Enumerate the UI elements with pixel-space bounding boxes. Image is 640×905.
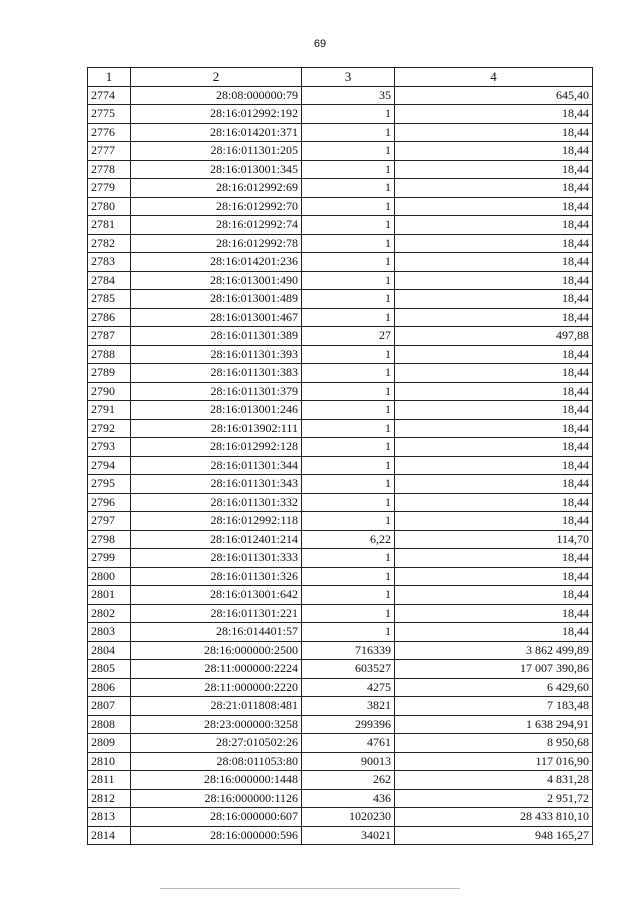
quantity-cell: 1 [302, 123, 395, 142]
quantity-cell: 1 [302, 382, 395, 401]
amount-cell: 18,44 [395, 567, 593, 586]
amount-cell: 18,44 [395, 493, 593, 512]
table-row [88, 475, 593, 494]
cadastral-number-cell: 28:16:011301:343 [131, 475, 302, 494]
row-number-cell: 2780 [88, 197, 131, 216]
row-number-cell: 2803 [88, 623, 131, 642]
row-number-cell: 2799 [88, 549, 131, 568]
quantity-cell: 262 [302, 771, 395, 790]
row-number-cell: 2810 [88, 752, 131, 771]
quantity-cell: 27 [302, 327, 395, 346]
cadastral-number-cell: 28:16:012992:78 [131, 234, 302, 253]
quantity-cell: 1 [302, 234, 395, 253]
row-number-cell: 2779 [88, 179, 131, 198]
table-row [88, 808, 593, 827]
amount-cell: 28 433 810,10 [395, 808, 593, 827]
quantity-cell: 1 [302, 493, 395, 512]
row-number-cell: 2801 [88, 586, 131, 605]
amount-cell: 4 831,28 [395, 771, 593, 790]
amount-cell: 18,44 [395, 216, 593, 235]
amount-cell: 1 638 294,91 [395, 715, 593, 734]
table-row [88, 179, 593, 198]
quantity-cell: 1 [302, 308, 395, 327]
table-row [88, 253, 593, 272]
table-row [88, 715, 593, 734]
cadastral-number-cell: 28:16:012992:128 [131, 438, 302, 457]
column-header-4: 4 [395, 68, 593, 87]
row-number-cell: 2775 [88, 105, 131, 124]
table-row [88, 734, 593, 753]
quantity-cell: 1 [302, 512, 395, 531]
quantity-cell: 3821 [302, 697, 395, 716]
amount-cell: 18,44 [395, 586, 593, 605]
cadastral-number-cell: 28:16:012992:192 [131, 105, 302, 124]
table-row [88, 623, 593, 642]
amount-cell: 18,44 [395, 123, 593, 142]
row-number-cell: 2774 [88, 86, 131, 105]
quantity-cell: 1 [302, 604, 395, 623]
amount-cell: 497,88 [395, 327, 593, 346]
amount-cell: 114,70 [395, 530, 593, 549]
row-number-cell: 2812 [88, 789, 131, 808]
quantity-cell: 1020230 [302, 808, 395, 827]
cadastral-number-cell: 28:08:000000:79 [131, 86, 302, 105]
row-number-cell: 2814 [88, 826, 131, 845]
quantity-cell: 1 [302, 549, 395, 568]
table-row [88, 660, 593, 679]
cadastral-number-cell: 28:11:000000:2220 [131, 678, 302, 697]
table-row [88, 142, 593, 161]
quantity-cell: 1 [302, 216, 395, 235]
table-row [88, 493, 593, 512]
quantity-cell: 1 [302, 345, 395, 364]
cadastral-number-cell: 28:16:011301:221 [131, 604, 302, 623]
table-row [88, 567, 593, 586]
cadastral-number-cell: 28:16:013001:642 [131, 586, 302, 605]
table-row [88, 419, 593, 438]
row-number-cell: 2786 [88, 308, 131, 327]
quantity-cell: 1 [302, 253, 395, 272]
cadastral-number-cell: 28:16:000000:596 [131, 826, 302, 845]
table-row [88, 105, 593, 124]
amount-cell: 18,44 [395, 308, 593, 327]
amount-cell: 117 016,90 [395, 752, 593, 771]
row-number-cell: 2790 [88, 382, 131, 401]
row-number-cell: 2807 [88, 697, 131, 716]
table-row [88, 123, 593, 142]
row-number-cell: 2788 [88, 345, 131, 364]
quantity-cell: 603527 [302, 660, 395, 679]
row-number-cell: 2811 [88, 771, 131, 790]
table-row [88, 327, 593, 346]
amount-cell: 645,40 [395, 86, 593, 105]
quantity-cell: 1 [302, 271, 395, 290]
quantity-cell: 90013 [302, 752, 395, 771]
cadastral-number-cell: 28:16:011301:332 [131, 493, 302, 512]
amount-cell: 18,44 [395, 549, 593, 568]
row-number-cell: 2806 [88, 678, 131, 697]
row-number-cell: 2798 [88, 530, 131, 549]
cadastral-number-cell: 28:16:014201:371 [131, 123, 302, 142]
page-number: 69 [313, 38, 327, 50]
quantity-cell: 1 [302, 364, 395, 383]
amount-cell: 2 951,72 [395, 789, 593, 808]
amount-cell: 18,44 [395, 290, 593, 309]
table-row [88, 789, 593, 808]
quantity-cell: 1 [302, 456, 395, 475]
table-row [88, 160, 593, 179]
table-row [88, 271, 593, 290]
quantity-cell: 34021 [302, 826, 395, 845]
amount-cell: 18,44 [395, 475, 593, 494]
row-number-cell: 2808 [88, 715, 131, 734]
column-header-1: 1 [88, 68, 131, 87]
quantity-cell: 1 [302, 438, 395, 457]
table-row [88, 604, 593, 623]
cadastral-number-cell: 28:16:012992:74 [131, 216, 302, 235]
quantity-cell: 1 [302, 105, 395, 124]
quantity-cell: 1 [302, 419, 395, 438]
quantity-cell: 35 [302, 86, 395, 105]
row-number-cell: 2794 [88, 456, 131, 475]
row-number-cell: 2797 [88, 512, 131, 531]
amount-cell: 18,44 [395, 271, 593, 290]
amount-cell: 18,44 [395, 105, 593, 124]
row-number-cell: 2805 [88, 660, 131, 679]
table-row [88, 641, 593, 660]
amount-cell: 948 165,27 [395, 826, 593, 845]
cadastral-number-cell: 28:16:000000:607 [131, 808, 302, 827]
cadastral-number-cell: 28:16:013001:489 [131, 290, 302, 309]
footer-rule [160, 888, 460, 889]
row-number-cell: 2787 [88, 327, 131, 346]
row-number-cell: 2804 [88, 641, 131, 660]
cadastral-number-cell: 28:16:011301:344 [131, 456, 302, 475]
quantity-cell: 1 [302, 567, 395, 586]
cadastral-number-cell: 28:16:011301:383 [131, 364, 302, 383]
amount-cell: 18,44 [395, 456, 593, 475]
cadastral-number-cell: 28:11:000000:2224 [131, 660, 302, 679]
row-number-cell: 2789 [88, 364, 131, 383]
table-row [88, 364, 593, 383]
table-row [88, 438, 593, 457]
cadastral-number-cell: 28:16:014401:57 [131, 623, 302, 642]
row-number-cell: 2791 [88, 401, 131, 420]
cadastral-number-cell: 28:16:013001:490 [131, 271, 302, 290]
table-row [88, 512, 593, 531]
quantity-cell: 1 [302, 475, 395, 494]
amount-cell: 8 950,68 [395, 734, 593, 753]
row-number-cell: 2795 [88, 475, 131, 494]
cadastral-number-cell: 28:16:011301:333 [131, 549, 302, 568]
cadastral-number-cell: 28:16:013001:345 [131, 160, 302, 179]
quantity-cell: 1 [302, 160, 395, 179]
cadastral-number-cell: 28:16:000000:1126 [131, 789, 302, 808]
cadastral-number-cell: 28:16:011301:326 [131, 567, 302, 586]
amount-cell: 18,44 [395, 160, 593, 179]
cadastral-number-cell: 28:27:010502:26 [131, 734, 302, 753]
row-number-cell: 2809 [88, 734, 131, 753]
quantity-cell: 1 [302, 179, 395, 198]
table-row [88, 290, 593, 309]
table-row [88, 530, 593, 549]
quantity-cell: 4275 [302, 678, 395, 697]
row-number-cell: 2802 [88, 604, 131, 623]
cadastral-number-cell: 28:16:014201:236 [131, 253, 302, 272]
cadastral-number-cell: 28:16:012992:70 [131, 197, 302, 216]
table-row [88, 86, 593, 105]
amount-cell: 18,44 [395, 364, 593, 383]
amount-cell: 18,44 [395, 604, 593, 623]
amount-cell: 18,44 [395, 179, 593, 198]
row-number-cell: 2782 [88, 234, 131, 253]
amount-cell: 18,44 [395, 197, 593, 216]
amount-cell: 18,44 [395, 512, 593, 531]
amount-cell: 18,44 [395, 345, 593, 364]
cadastral-number-cell: 28:16:000000:2500 [131, 641, 302, 660]
cadastral-number-cell: 28:16:011301:379 [131, 382, 302, 401]
amount-cell: 17 007 390,86 [395, 660, 593, 679]
amount-cell: 18,44 [395, 401, 593, 420]
register-table [87, 67, 593, 845]
cadastral-number-cell: 28:16:011301:205 [131, 142, 302, 161]
row-number-cell: 2783 [88, 253, 131, 272]
table-row [88, 308, 593, 327]
quantity-cell: 1 [302, 197, 395, 216]
row-number-cell: 2785 [88, 290, 131, 309]
quantity-cell: 6,22 [302, 530, 395, 549]
column-header-2: 2 [131, 68, 302, 87]
quantity-cell: 436 [302, 789, 395, 808]
table-row [88, 771, 593, 790]
row-number-cell: 2813 [88, 808, 131, 827]
table-row [88, 678, 593, 697]
amount-cell: 18,44 [395, 142, 593, 161]
cadastral-number-cell: 28:16:012992:118 [131, 512, 302, 531]
table-row [88, 234, 593, 253]
table-row [88, 586, 593, 605]
table-body [88, 86, 593, 845]
amount-cell: 18,44 [395, 253, 593, 272]
cadastral-number-cell: 28:16:011301:393 [131, 345, 302, 364]
row-number-cell: 2800 [88, 567, 131, 586]
table-row [88, 826, 593, 845]
table-row [88, 549, 593, 568]
table-row [88, 456, 593, 475]
quantity-cell: 1 [302, 623, 395, 642]
row-number-cell: 2793 [88, 438, 131, 457]
amount-cell: 18,44 [395, 438, 593, 457]
amount-cell: 6 429,60 [395, 678, 593, 697]
amount-cell: 3 862 499,89 [395, 641, 593, 660]
table-row [88, 697, 593, 716]
quantity-cell: 1 [302, 586, 395, 605]
row-number-cell: 2792 [88, 419, 131, 438]
amount-cell: 18,44 [395, 234, 593, 253]
row-number-cell: 2776 [88, 123, 131, 142]
table-row [88, 382, 593, 401]
table-header-row [88, 68, 593, 87]
table-row [88, 345, 593, 364]
row-number-cell: 2781 [88, 216, 131, 235]
cadastral-number-cell: 28:16:013001:246 [131, 401, 302, 420]
amount-cell: 7 183,48 [395, 697, 593, 716]
cadastral-number-cell: 28:08:011053:80 [131, 752, 302, 771]
cadastral-number-cell: 28:16:013001:467 [131, 308, 302, 327]
quantity-cell: 4761 [302, 734, 395, 753]
cadastral-number-cell: 28:16:012992:69 [131, 179, 302, 198]
quantity-cell: 1 [302, 401, 395, 420]
row-number-cell: 2796 [88, 493, 131, 512]
table-row [88, 197, 593, 216]
column-header-3: 3 [302, 68, 395, 87]
quantity-cell: 299396 [302, 715, 395, 734]
cadastral-number-cell: 28:16:000000:1448 [131, 771, 302, 790]
row-number-cell: 2777 [88, 142, 131, 161]
amount-cell: 18,44 [395, 382, 593, 401]
cadastral-number-cell: 28:23:000000:3258 [131, 715, 302, 734]
row-number-cell: 2784 [88, 271, 131, 290]
table-row [88, 752, 593, 771]
quantity-cell: 1 [302, 290, 395, 309]
amount-cell: 18,44 [395, 419, 593, 438]
table-row [88, 401, 593, 420]
cadastral-number-cell: 28:16:011301:389 [131, 327, 302, 346]
cadastral-number-cell: 28:21:011808:481 [131, 697, 302, 716]
cadastral-number-cell: 28:16:012401:214 [131, 530, 302, 549]
cadastral-number-cell: 28:16:013902:111 [131, 419, 302, 438]
amount-cell: 18,44 [395, 623, 593, 642]
row-number-cell: 2778 [88, 160, 131, 179]
quantity-cell: 716339 [302, 641, 395, 660]
quantity-cell: 1 [302, 142, 395, 161]
table-row [88, 216, 593, 235]
